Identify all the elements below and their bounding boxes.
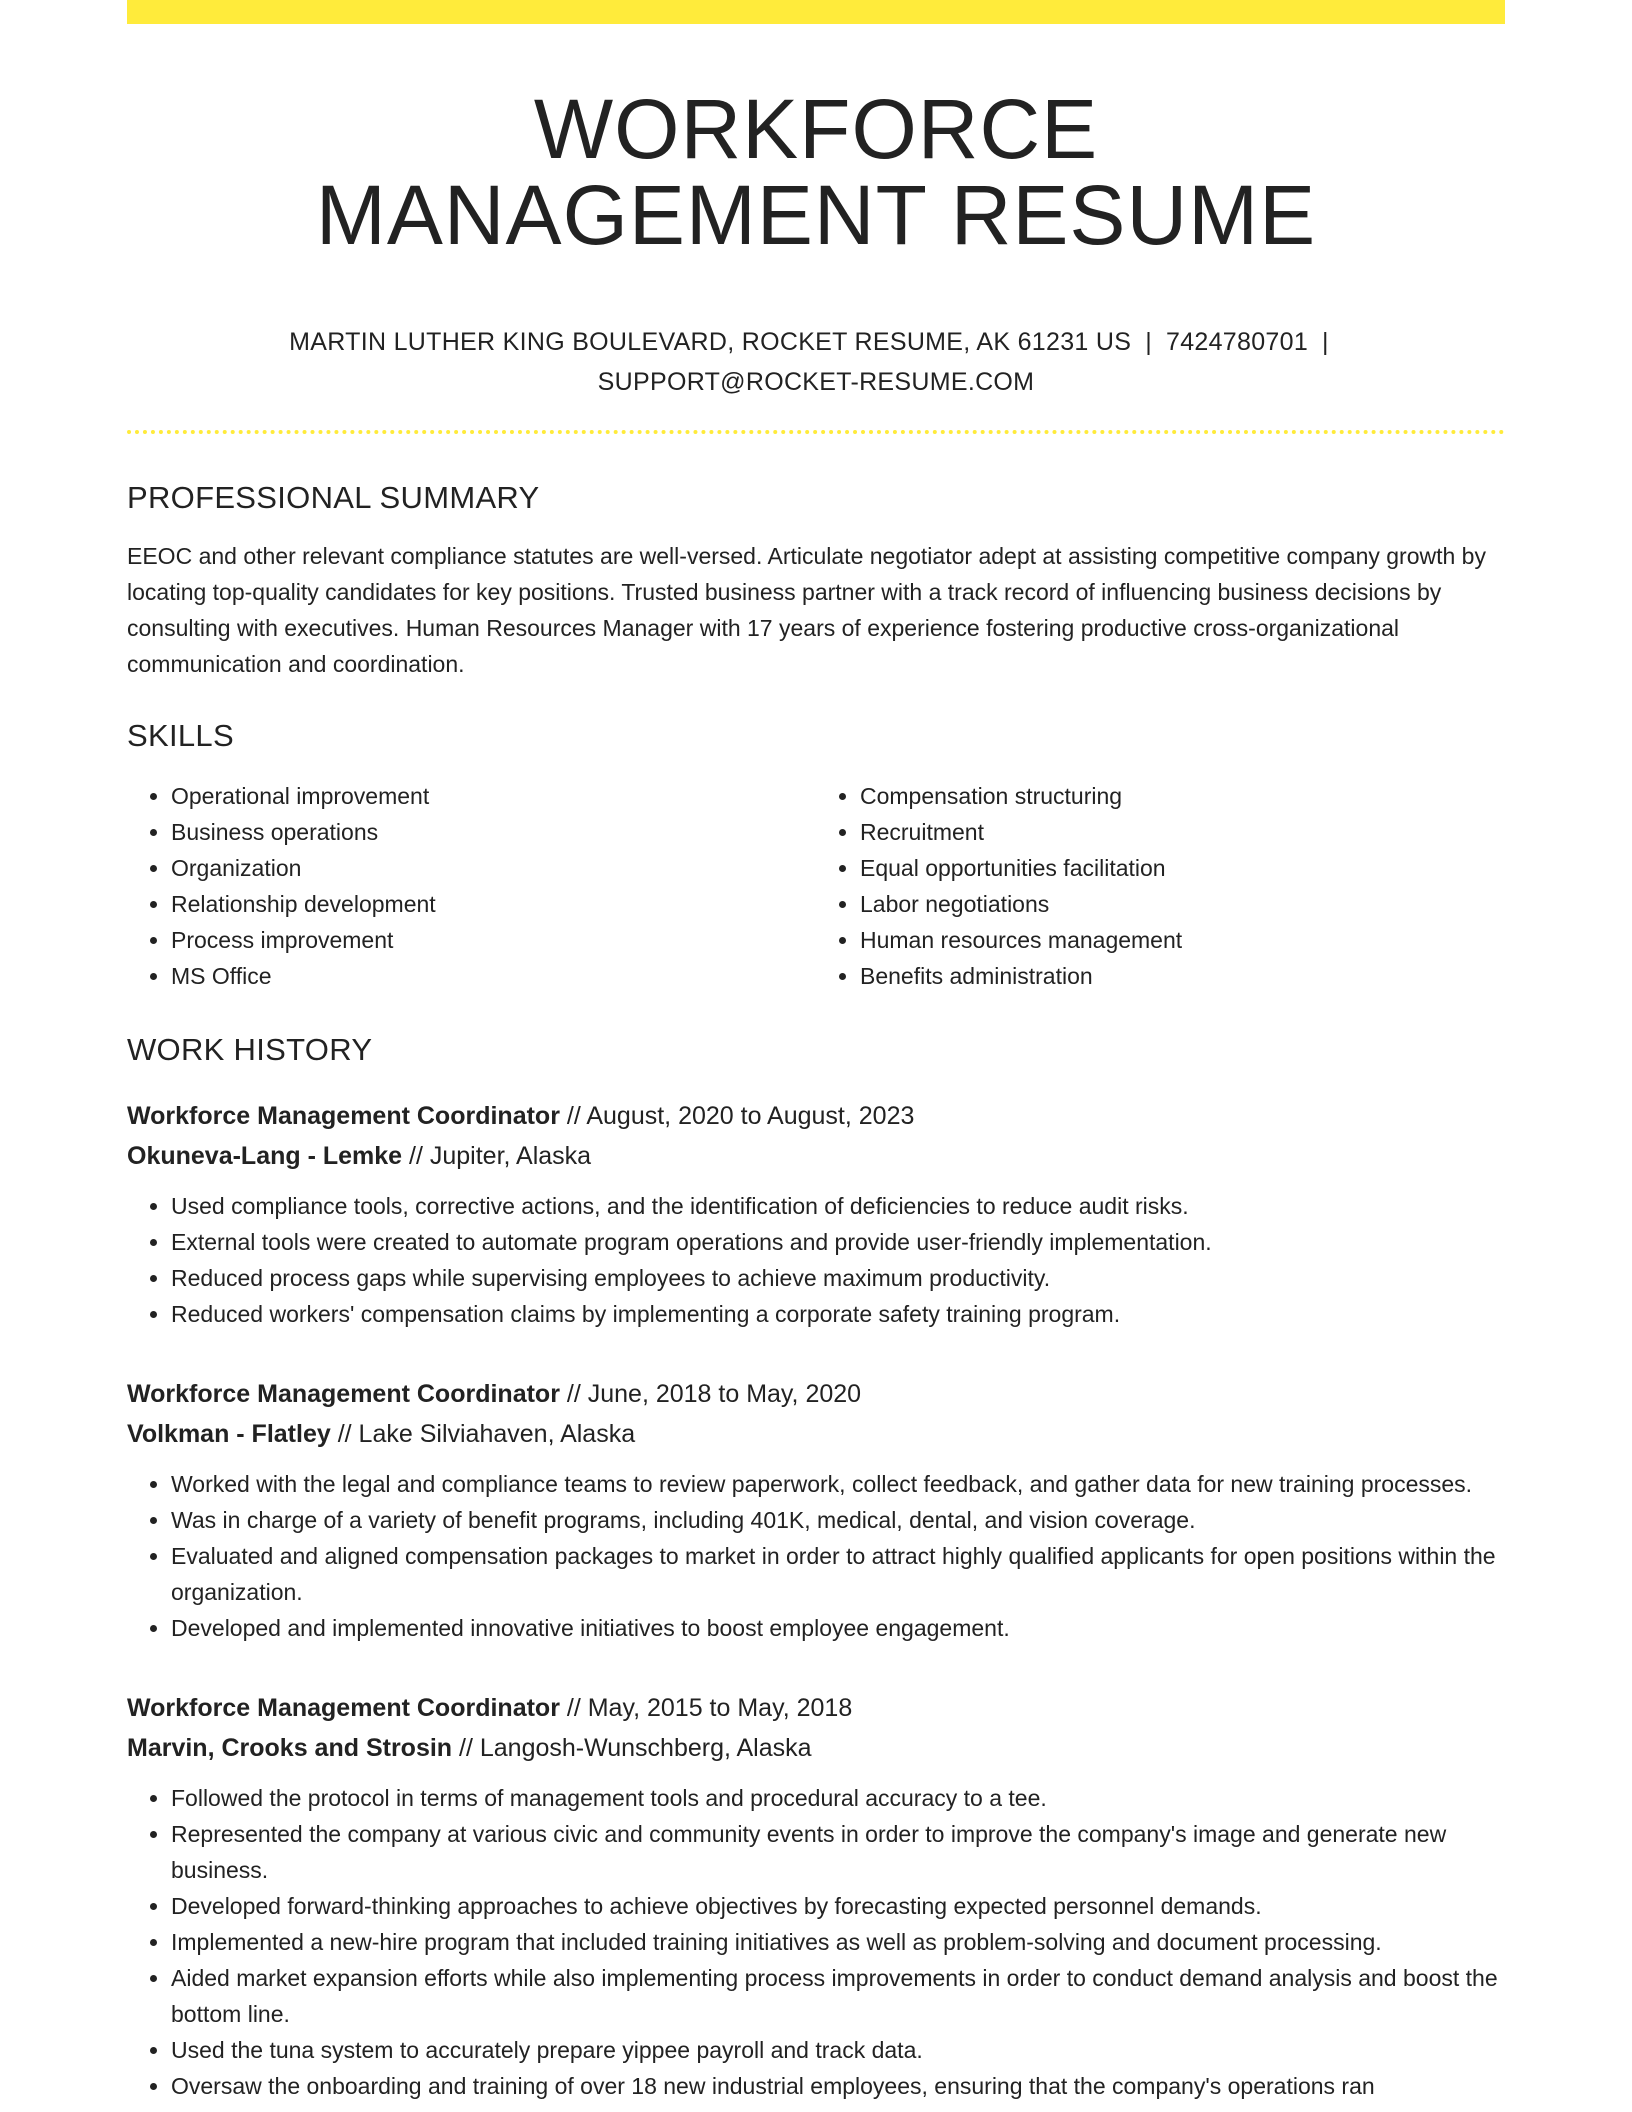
contact-separator: |	[1322, 328, 1329, 356]
job-company-line	[127, 1414, 1505, 1454]
job-bullet: • Used the tuna system to accurately prepare yippee payroll and track data.	[171, 2032, 1505, 2068]
job-company: Volkman - Flatley	[127, 1420, 331, 1448]
skill-item: • Relationship development	[171, 886, 816, 922]
job-bullet: • Implemented a new-hire program that included training initiatives as well as problem-solving and document processing.	[171, 1924, 1505, 1960]
summary-text: EEOC and other relevant compliance statutes are well-versed. Articulate negotiator adept at assisting competitive company growth by locating top-quality candidates for key positions. Trusted business partner with a track record of influencing business decisions by consulting with executives. Human Resources Manager with 17 years of experience fostering productive cross-organizational communication and coordination.	[127, 543, 1486, 677]
job-title-line	[127, 1096, 1505, 1136]
skills-column-left	[127, 778, 816, 994]
job-entry	[127, 1096, 1505, 1332]
job-bullets	[127, 1188, 1505, 1332]
job-dates: // June, 2018 to May, 2020	[566, 1380, 862, 1408]
contact-separator: |	[1145, 328, 1152, 356]
job-entry	[127, 1374, 1505, 1646]
skill-item: • Human resources management	[860, 922, 1505, 958]
job-bullet: • Reduced workers' compensation claims by implementing a corporate safety training program.	[171, 1296, 1505, 1332]
job-bullet: • Aided market expansion efforts while also implementing process improvements in order to conduct demand analysis and boost the bottom line.	[171, 1960, 1505, 2032]
job-location: // Jupiter, Alaska	[409, 1142, 592, 1170]
skill-item: • Equal opportunities facilitation	[860, 850, 1505, 886]
skill-item: • Labor negotiations	[860, 886, 1505, 922]
job-company: Okuneva-Lang - Lemke	[127, 1142, 403, 1170]
job-bullet: • Was in charge of a variety of benefit programs, including 401K, medical, dental, and vision coverage.	[171, 1502, 1505, 1538]
job-bullet: • Evaluated and aligned compensation packages to market in order to attract highly qualified applicants for open positions within the organization.	[171, 1538, 1505, 1610]
job-title: Workforce Management Coordinator	[127, 1380, 560, 1408]
skill-item: • Recruitment	[860, 814, 1505, 850]
job-dates: // August, 2020 to August, 2023	[566, 1102, 915, 1130]
job-entry	[127, 1688, 1505, 2104]
title-line-1: WORKFORCE	[533, 82, 1099, 176]
dotted-divider	[127, 430, 1505, 434]
contact-email[interactable]: SUPPORT@ROCKET-RESUME.COM	[597, 368, 1035, 396]
skills-heading: SKILLS	[127, 718, 234, 753]
contact-address: MARTIN LUTHER KING BOULEVARD, ROCKET RESUME, AK 61231 US	[289, 328, 1132, 356]
job-location: // Lake Silviahaven, Alaska	[337, 1420, 636, 1448]
job-bullet: • External tools were created to automate program operations and provide user-friendly implementation.	[171, 1224, 1505, 1260]
resume-title	[127, 82, 1505, 262]
skill-item: • Business operations	[171, 814, 816, 850]
job-location: // Langosh-Wunschberg, Alaska	[459, 1734, 812, 1762]
summary-heading: PROFESSIONAL SUMMARY	[127, 480, 540, 515]
contact-phone: 7424780701	[1165, 328, 1309, 356]
job-bullet: • Developed forward-thinking approaches to achieve objectives by forecasting expected personnel demands.	[171, 1888, 1505, 1924]
skill-item: • Compensation structuring	[860, 778, 1505, 814]
job-bullet: • Oversaw the onboarding and training of over 18 new industrial employees, ensuring that the company's operations ran	[171, 2068, 1505, 2104]
job-title: Workforce Management Coordinator	[127, 1102, 560, 1130]
job-title: Workforce Management Coordinator	[127, 1694, 560, 1722]
skills-column-right	[816, 778, 1505, 994]
skill-item: • Operational improvement	[171, 778, 816, 814]
job-bullets	[127, 1466, 1505, 1646]
work-history-list	[127, 1096, 1505, 2104]
job-bullets	[127, 1780, 1505, 2104]
title-line-2: MANAGEMENT RESUME	[315, 168, 1317, 262]
job-bullet: • Worked with the legal and compliance teams to review paperwork, collect feedback, and gather data for new training processes.	[171, 1466, 1505, 1502]
skill-item: • MS Office	[171, 958, 816, 994]
skill-item: • Benefits administration	[860, 958, 1505, 994]
contact-info	[127, 322, 1505, 402]
work-history-heading: WORK HISTORY	[127, 1032, 373, 1067]
job-bullet: • Represented the company at various civic and community events in order to improve the company's image and generate new business.	[171, 1816, 1505, 1888]
skills-list	[127, 778, 1505, 994]
job-dates: // May, 2015 to May, 2018	[566, 1694, 853, 1722]
job-title-line	[127, 1688, 1505, 1728]
job-bullet: • Followed the protocol in terms of management tools and procedural accuracy to a tee.	[171, 1780, 1505, 1816]
resume-page	[127, 0, 1505, 2104]
job-bullet: • Used compliance tools, corrective actions, and the identification of deficiencies to reduce audit risks.	[171, 1188, 1505, 1224]
skill-item: • Organization	[171, 850, 816, 886]
accent-bar	[127, 0, 1505, 24]
job-company: Marvin, Crooks and Strosin	[127, 1734, 453, 1762]
job-company-line	[127, 1728, 1505, 1768]
job-title-line	[127, 1374, 1505, 1414]
skill-item: • Process improvement	[171, 922, 816, 958]
job-bullet: • Developed and implemented innovative initiatives to boost employee engagement.	[171, 1610, 1505, 1646]
job-company-line	[127, 1136, 1505, 1176]
job-bullet: • Reduced process gaps while supervising employees to achieve maximum productivity.	[171, 1260, 1505, 1296]
